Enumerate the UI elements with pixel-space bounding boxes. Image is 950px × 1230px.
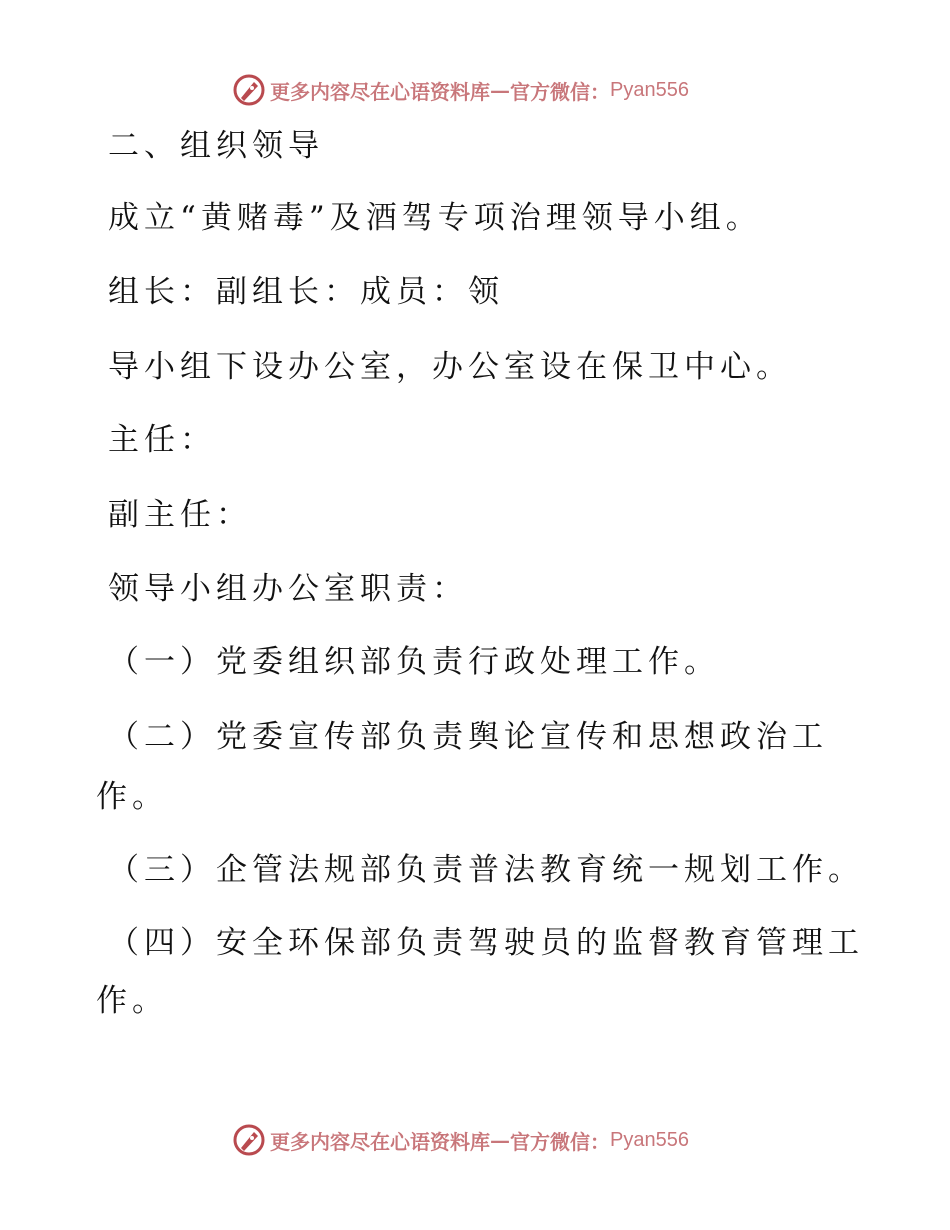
banner-site-text: 更多内容尽在心语资料库: [270, 79, 490, 104]
banner-contact-value: Pyan556: [610, 1128, 689, 1151]
banner-site-text: 更多内容尽在心语资料库: [270, 1129, 490, 1154]
footer-banner: [232, 1120, 689, 1160]
banner-separator: —: [490, 1128, 510, 1152]
list-item: （一）党委组织部负责行政处理工作。: [108, 644, 720, 680]
pen-nib-logo-icon: [232, 73, 266, 107]
list-item-continuation: 作。: [96, 779, 168, 815]
paragraph-line: 组长：副组长：成员：领: [108, 274, 504, 310]
paragraph-line: 成立“黄赌毒”及酒驾专项治理领导小组。: [108, 200, 762, 236]
list-item: （四）安全环保部负责驾驶员的监督教育管理工: [108, 925, 864, 961]
banner-separator: —: [490, 78, 510, 102]
paragraph-line: 导小组下设办公室，办公室设在保卫中心。: [108, 349, 792, 385]
banner-contact-value: Pyan556: [610, 78, 689, 101]
banner-contact-label: 官方微信：: [510, 79, 610, 104]
list-item-continuation: 作。: [96, 983, 168, 1019]
list-item: （二）党委宣传部负责舆论宣传和思想政治工: [108, 719, 828, 755]
section-heading: 二、组织领导: [108, 128, 324, 164]
pen-nib-logo-icon: [232, 1123, 266, 1157]
paragraph-line: 副主任：: [108, 497, 252, 533]
list-item: （三）企管法规部负责普法教育统一规划工作。: [108, 852, 864, 888]
paragraph-line: 领导小组办公室职责：: [108, 571, 468, 607]
paragraph-line: 主任：: [108, 422, 216, 458]
banner-contact-label: 官方微信：: [510, 1129, 610, 1154]
header-banner: [232, 70, 689, 110]
